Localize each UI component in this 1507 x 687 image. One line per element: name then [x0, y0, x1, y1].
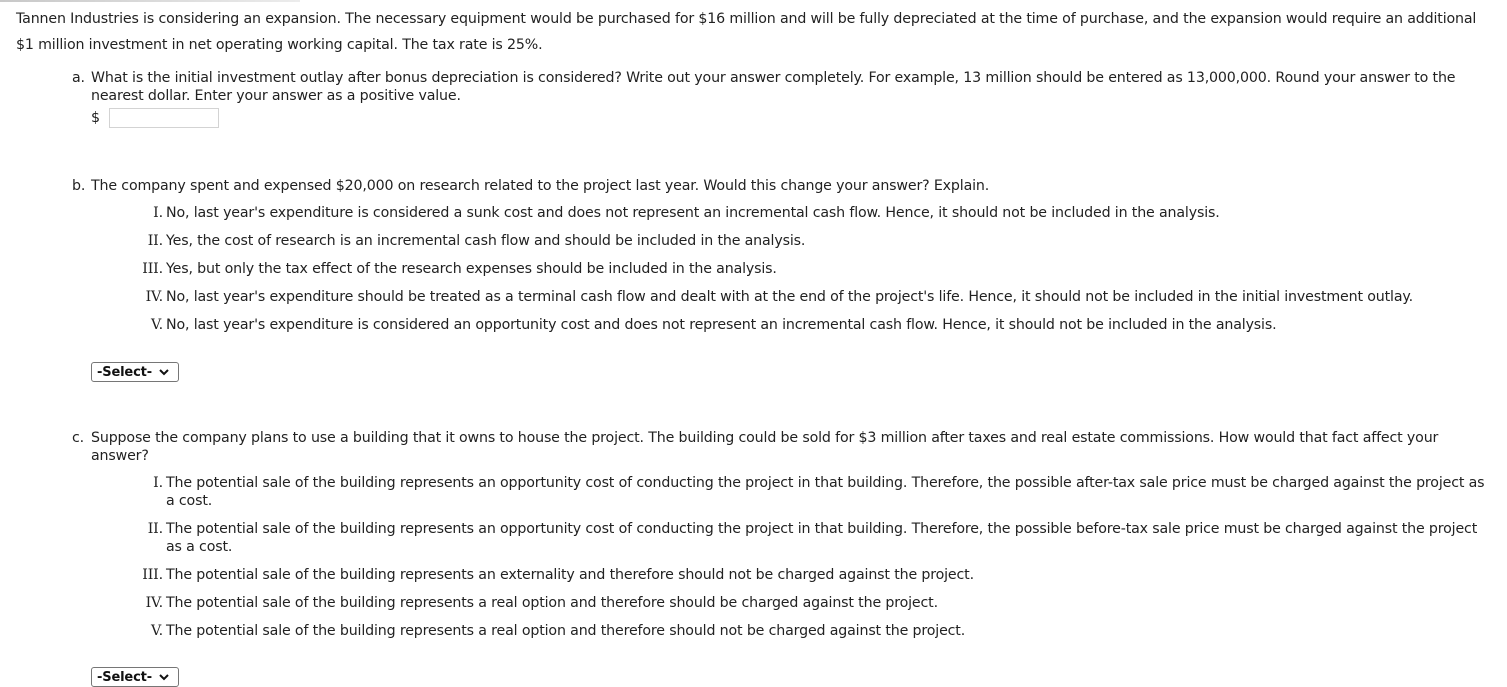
chevron-down-icon — [158, 367, 170, 377]
option-c-5 — [0, 622, 1507, 640]
option-text: The potential sale of the building represents an externality and therefore should not be charged against the project. — [166, 567, 974, 583]
question-c-text: Suppose the company plans to use a building that it owns to house the project. The building could be sold for $3 million after taxes and real estate commissions. How would that fact affect your answer? — [91, 430, 1439, 464]
question-c-letter: c. — [72, 430, 85, 446]
question-a-text: What is the initial investment outlay after bonus depreciation is considered? Write out your answer completely. For example, 13 million should be entered as 13,000,000. Round your answer to the nearest dollar. Enter your answer as a positive value. — [91, 70, 1456, 104]
option-text: Yes, the cost of research is an incremental cash flow and should be included in the analysis. — [166, 233, 806, 249]
option-numeral: II. — [147, 521, 163, 537]
option-text: Yes, but only the tax effect of the research expenses should be included in the analysis. — [166, 261, 777, 277]
option-c-2 — [0, 520, 1507, 556]
question-a-letter: a. — [72, 70, 85, 86]
question-a — [72, 69, 1492, 105]
currency-symbol: $ — [91, 110, 100, 126]
option-numeral: I. — [153, 475, 163, 491]
option-b-3 — [0, 260, 1507, 278]
option-text: The potential sale of the building represents an opportunity cost of conducting the project in that building. Therefore, the possible before-tax sale price must be charged against the project as a cost. — [166, 521, 1478, 555]
question-b — [72, 177, 1492, 195]
select-label: -Select- — [97, 364, 152, 380]
option-numeral: IV. — [145, 289, 163, 305]
question-c-options — [0, 474, 1507, 650]
question-b-text: The company spent and expensed $20,000 on research related to the project last year. Would this change your answer? Explain. — [91, 178, 990, 194]
option-numeral: I. — [153, 205, 163, 221]
option-numeral: V. — [151, 623, 163, 639]
question-b-letter: b. — [72, 178, 86, 194]
chevron-down-icon — [158, 672, 170, 682]
option-c-4 — [0, 594, 1507, 612]
option-numeral: II. — [147, 233, 163, 249]
option-c-3 — [0, 566, 1507, 584]
option-numeral: V. — [151, 317, 163, 333]
top-divider — [0, 0, 300, 2]
question-c — [72, 429, 1492, 465]
option-numeral: IV. — [145, 595, 163, 611]
answer-b-select[interactable] — [91, 362, 179, 382]
option-text: No, last year's expenditure is considered a sunk cost and does not represent an incremental cash flow. Hence, it should not be included in the analysis. — [166, 205, 1220, 221]
answer-a-row — [91, 107, 219, 129]
option-text: The potential sale of the building represents an opportunity cost of conducting the project in that building. Therefore, the possible after-tax sale price must be charged against the project as a cost. — [166, 475, 1485, 509]
option-text: The potential sale of the building represents a real option and therefore should be charged against the project. — [166, 595, 938, 611]
question-b-options — [0, 204, 1507, 344]
answer-c-select[interactable] — [91, 667, 179, 687]
option-text: No, last year's expenditure should be treated as a terminal cash flow and dealt with at the end of the project's life. Hence, it should not be included in the initial investment outlay. — [166, 289, 1413, 305]
problem-intro: Tannen Industries is considering an expansion. The necessary equipment would be purchased for $16 million and will be fully depreciated at the time of purchase, and the expansion would require an additional $1 million investment in net operating working capital. The tax rate is 25%. — [16, 11, 1477, 53]
option-b-4 — [0, 288, 1507, 306]
option-b-2 — [0, 232, 1507, 250]
option-b-5 — [0, 316, 1507, 334]
option-b-1 — [0, 204, 1507, 222]
initial-outlay-input[interactable] — [109, 108, 219, 128]
option-c-1 — [0, 474, 1507, 510]
select-label: -Select- — [97, 669, 152, 685]
option-numeral: III. — [142, 261, 163, 277]
option-numeral: III. — [142, 567, 163, 583]
option-text: No, last year's expenditure is considered an opportunity cost and does not represent an incremental cash flow. Hence, it should not be included in the analysis. — [166, 317, 1277, 333]
option-text: The potential sale of the building represents a real option and therefore should not be charged against the project. — [166, 623, 966, 639]
